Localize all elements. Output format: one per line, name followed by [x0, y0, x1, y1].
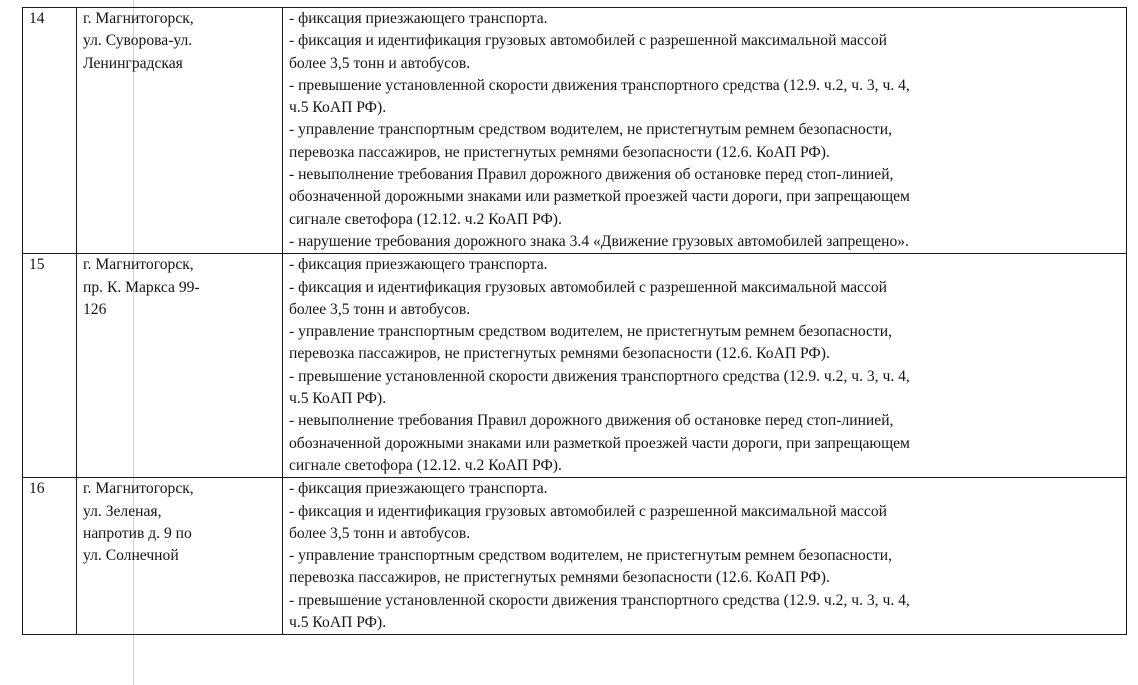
address-line: г. Магнитогорск, — [83, 480, 194, 498]
function-line: обозначенной дорожными знаками или разметкой проезжей части дороги, при запрещающем — [289, 188, 910, 206]
address-line: пр. К. Маркса 99- — [83, 278, 200, 296]
function-line: перевозка пассажиров, не пристегнутых ремнями безопасности (12.6. КоАП РФ). — [289, 569, 830, 587]
function-line: ч.5 КоАП РФ). — [289, 390, 387, 408]
function-line: - фиксация приезжающего транспорта. — [289, 256, 548, 274]
address-line: г. Магнитогорск, — [83, 256, 194, 274]
row-number-cell — [23, 478, 77, 635]
function-line: - фиксация приезжающего транспорта. — [289, 480, 548, 498]
table-row — [23, 8, 1127, 254]
table-body — [23, 8, 1127, 635]
row-number: 15 — [29, 256, 45, 274]
address-line: г. Магнитогорск, — [83, 10, 194, 27]
function-line: - фиксация и идентификация грузовых автомобилей с разрешенной максимальной массой — [289, 502, 887, 520]
function-line: - управление транспортным средством водителем, не пристегнутым ремнем безопасности, — [289, 121, 892, 139]
address-cell — [77, 478, 283, 635]
function-line: - управление транспортным средством водителем, не пристегнутым ремнем безопасности, — [289, 547, 892, 565]
function-line: сигнале светофора (12.12. ч.2 КоАП РФ). — [289, 210, 562, 228]
address-line: напротив д. 9 по — [83, 524, 192, 542]
document-page — [22, 7, 1127, 635]
address-cell — [77, 254, 283, 478]
function-line: - превышение установленной скорости движения транспортного средства (12.9. ч.2, ч. 3, ч. 4, — [289, 76, 910, 94]
function-line: - фиксация приезжающего транспорта. — [289, 10, 548, 27]
function-line: перевозка пассажиров, не пристегнутых ремнями безопасности (12.6. КоАП РФ). — [289, 143, 830, 161]
function-line: - фиксация и идентификация грузовых автомобилей с разрешенной максимальной массой — [289, 32, 887, 50]
function-line: - невыполнение требования Правил дорожного движения об остановке перед стоп-линией, — [289, 412, 894, 430]
function-line: сигнале светофора (12.12. ч.2 КоАП РФ). — [289, 456, 562, 474]
function-line: - невыполнение требования Правил дорожного движения об остановке перед стоп-линией, — [289, 166, 894, 184]
function-line: более 3,5 тонн и автобусов. — [289, 300, 471, 318]
address-line: ул. Суворова-ул. — [83, 32, 193, 50]
function-line: - превышение установленной скорости движения транспортного средства (12.9. ч.2, ч. 3, ч. 4, — [289, 591, 910, 609]
row-number-cell — [23, 254, 77, 478]
functions-cell — [283, 254, 1127, 478]
address-line: Ленинградская — [83, 54, 183, 72]
address-line: ул. Солнечной — [83, 547, 179, 565]
function-line: - превышение установленной скорости движения транспортного средства (12.9. ч.2, ч. 3, ч. 4, — [289, 367, 910, 385]
function-line: более 3,5 тонн и автобусов. — [289, 54, 471, 72]
table-row — [23, 254, 1127, 478]
row-number-cell — [23, 8, 77, 254]
row-number: 14 — [29, 10, 45, 27]
function-line: ч.5 КоАП РФ). — [289, 614, 387, 632]
camera-locations-table — [22, 7, 1127, 635]
function-line: - фиксация и идентификация грузовых автомобилей с разрешенной максимальной массой — [289, 278, 887, 296]
function-line: - управление транспортным средством водителем, не пристегнутым ремнем безопасности, — [289, 323, 892, 341]
function-line: перевозка пассажиров, не пристегнутых ремнями безопасности (12.6. КоАП РФ). — [289, 345, 830, 363]
address-line: 126 — [83, 300, 107, 318]
function-line: ч.5 КоАП РФ). — [289, 99, 387, 117]
functions-cell — [283, 8, 1127, 254]
functions-cell — [283, 478, 1127, 635]
function-line: более 3,5 тонн и автобусов. — [289, 524, 471, 542]
function-line: - нарушение требования дорожного знака 3.4 «Движение грузовых автомобилей запрещено». — [289, 232, 909, 250]
address-line: ул. Зеленая, — [83, 502, 162, 520]
table-row — [23, 478, 1127, 635]
row-number: 16 — [29, 480, 45, 498]
address-cell — [77, 8, 283, 254]
function-line: обозначенной дорожными знаками или разметкой проезжей части дороги, при запрещающем — [289, 434, 910, 452]
